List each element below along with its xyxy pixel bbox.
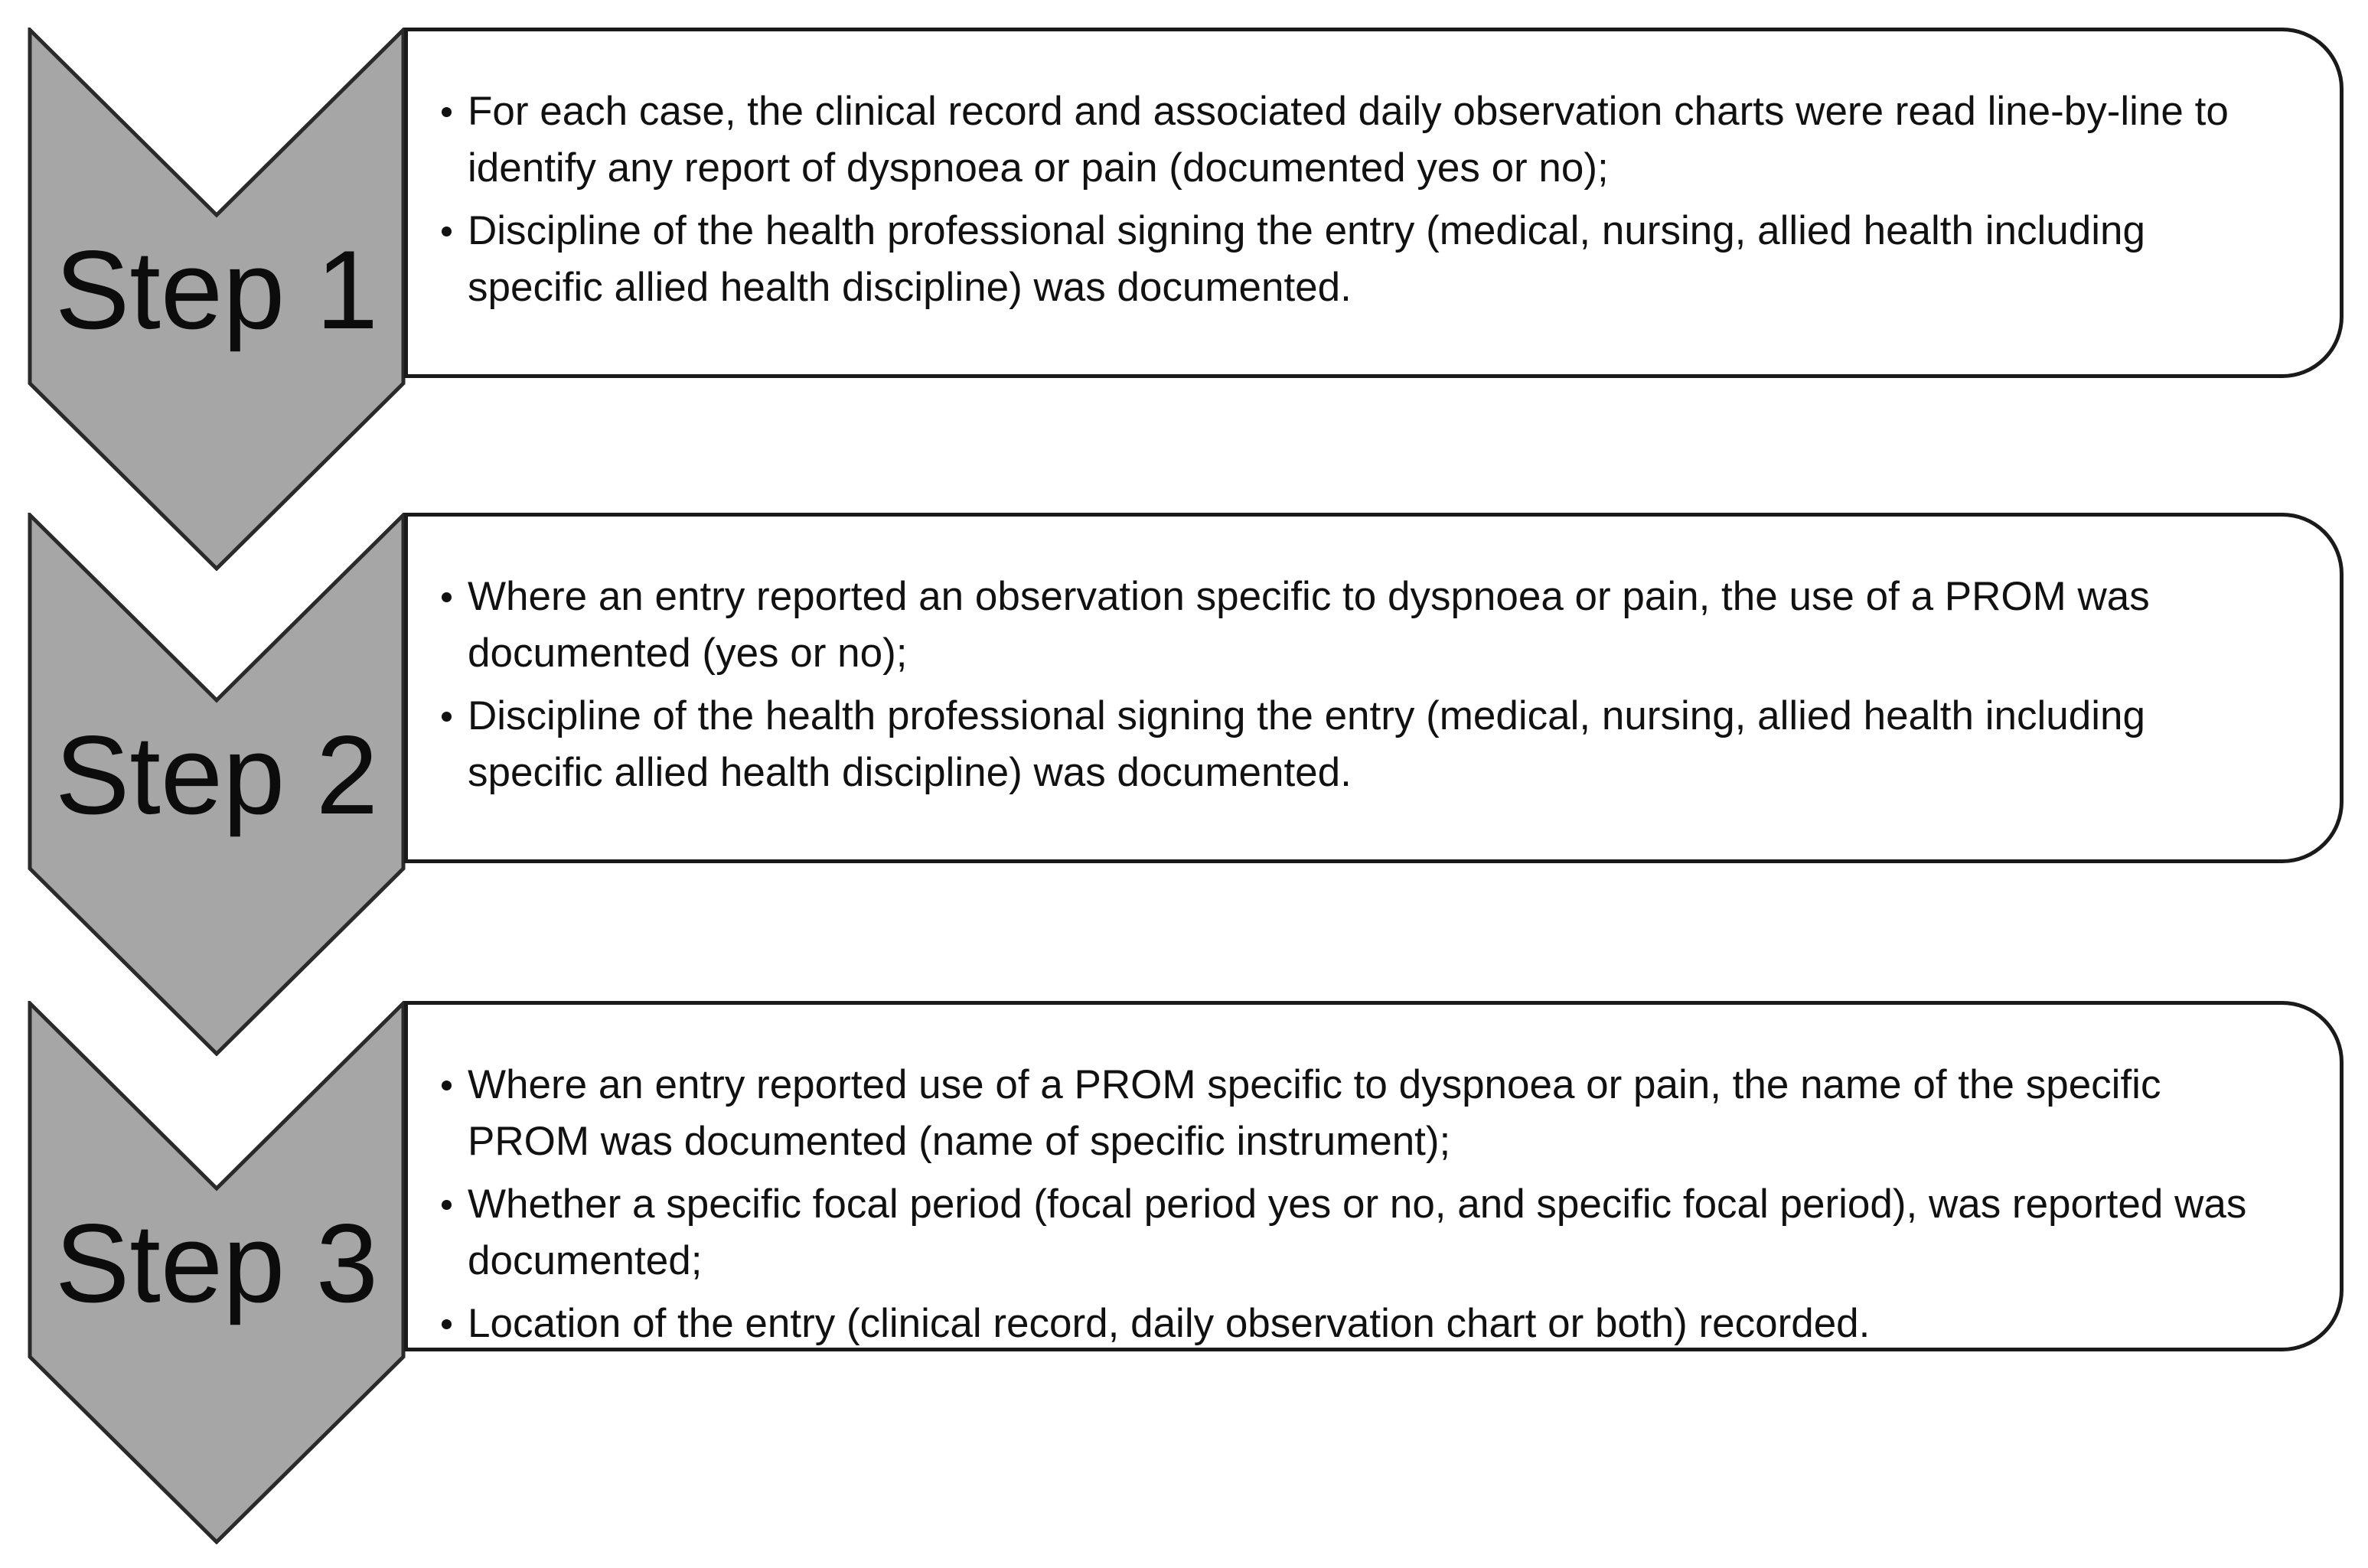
step-3-box [404, 1001, 2344, 1351]
step-2-bullet-1: Where an entry reported an observation specific to dyspnoea or pain, the use of a PROM was documented (yes or no); [439, 569, 2286, 682]
step-2-bullets [439, 569, 2286, 801]
step-3-bullet-2: Whether a specific focal period (focal period yes or no, and specific focal period), was reported was documented; [439, 1176, 2286, 1289]
step-2-box [404, 513, 2344, 863]
step-1-bullet-1: For each case, the clinical record and associated daily observation charts were read line-by-line to identify any report of dyspnoea or pain (documented yes or no); [439, 83, 2286, 197]
step-1-box [404, 28, 2344, 378]
step-3-bullet-3: Location of the entry (clinical record, daily observation chart or both) recorded. [439, 1296, 2286, 1352]
step-3-bullet-1: Where an entry reported use of a PROM specific to dyspnoea or pain, the name of the specific PROM was documented (name of specific instrument); [439, 1057, 2286, 1170]
step-3-label: Step 3 [54, 1201, 379, 1325]
step-2-label: Step 2 [54, 712, 379, 837]
step-1-bullet-2: Discipline of the health professional signing the entry (medical, nursing, allied health including specific allied health discipline) was documented. [439, 203, 2286, 316]
step-1-bullets [439, 83, 2286, 316]
step-2-bullet-2: Discipline of the health professional signing the entry (medical, nursing, allied health including specific allied health discipline) was documented. [439, 688, 2286, 801]
step-1-label: Step 1 [54, 227, 379, 352]
step-3-bullets [439, 1057, 2286, 1352]
